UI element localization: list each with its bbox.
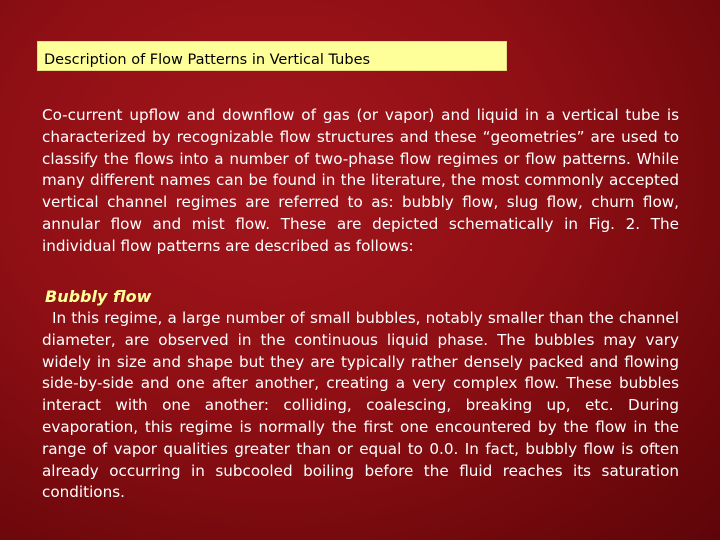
section-heading-bubbly-flow: Bubbly flow	[45, 287, 152, 306]
intro-paragraph: Co-current upflow and downflow of gas (or vapor) and liquid in a vertical tube is characterized by recognizable flow structures and these “geometries” are used to classify the flows into a number of two-phase flow regimes or flow patterns. While many different names can be found in the literature, the most commonly accepted vertical channel regimes are referred to as: bubbly flow, slug flow, churn flow, annular flow and mist flow. These are depicted schematically in Fig. 2. The individual flow patterns are described as follows:	[42, 106, 679, 255]
bubbly-flow-paragraph: In this regime, a large number of small bubbles, notably smaller than the channel diameter, are observed in the continuous liquid phase. The bubbles may vary widely in size and shape but they are typically rather densely packed and flowing side-by-side and one after another, creating a very complex flow. These bubbles interact with one another: colliding, coalescing, breaking up, etc. During evaporation, this regime is normally the first one encountered by the flow in the range of vapor qualities greater than or equal to 0.0. In fact, bubbly flow is often already occurring in subcooled boiling before the fluid reaches its saturation conditions.	[42, 309, 679, 502]
slide-title: Description of Flow Patterns in Vertical Tubes	[44, 52, 371, 68]
title-box	[37, 41, 507, 71]
